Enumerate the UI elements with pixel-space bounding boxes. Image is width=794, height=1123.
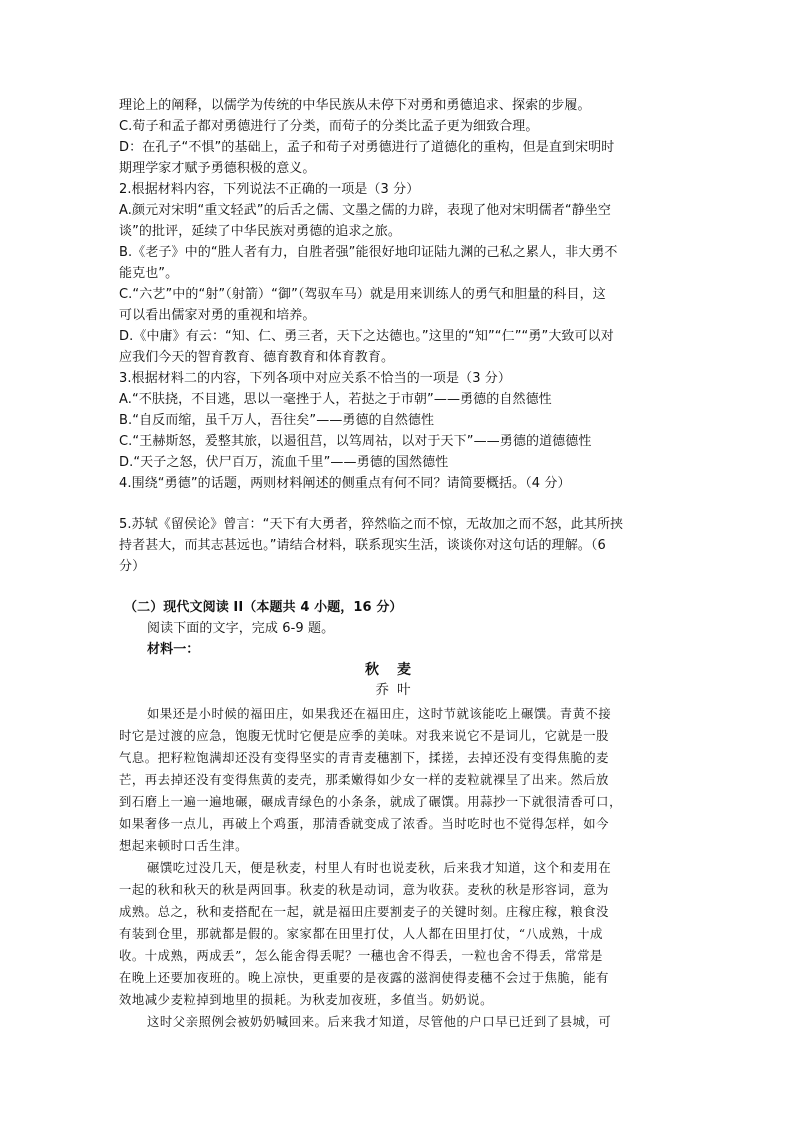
question-4: 4.围绕“勇德”的话题，两则材料阐述的侧重点有何不同？请简要概括。（4 分） bbox=[119, 476, 571, 491]
text-line: 分） bbox=[119, 559, 146, 574]
option-a-line: A.颜元对宋明“重文轻武”的后舌之儒、文墨之儒的力辟，表现了他对宋明儒者“静坐空 bbox=[119, 203, 612, 218]
text-line: 可以看出儒家对勇的重视和培养。 bbox=[119, 308, 316, 323]
option-c-line: C.“王赫斯怒，爰整其旅，以遏徂莒，以笃周祜，以对于天下”——勇德的道德德性 bbox=[119, 434, 592, 449]
text-line: 理论上的阐释，以儒学为传统的中华民族从未停下对勇和勇德追求、探索的步履。 bbox=[119, 98, 591, 113]
option-c-line: C.“六艺”中的“射”（射箭）“御”（驾驭车马）就是用来训练人的勇气和胆量的科目，这 bbox=[119, 287, 606, 302]
paragraph-line: 芒，再去掉还没有变得焦黄的麦壳，那柔嫩得如少女一样的麦粒就裸呈了出来。然后放 bbox=[119, 773, 610, 787]
text-line: 应我们今天的智育教育、德育教育和体育教育。 bbox=[119, 350, 395, 365]
paragraph-line: 如果还是小时候的福田庄，如果我还在福田庄，这时节就该能吃上碾馔。青黄不接 bbox=[147, 707, 612, 721]
article-title: 秋麦 bbox=[365, 662, 429, 678]
text-line: 持者甚大，而其志甚远也。”请结合材料，联系现实生活，谈谈你对这句话的理解。（6 bbox=[119, 538, 606, 553]
paragraph-line: 成熟。总之，秋和麦搭配在一起，就是福田庄要割麦子的关键时刻。庄稼庄稼，粮食没 bbox=[119, 905, 610, 919]
paragraph-line: 时它是过渡的应急，饱腹无忧时它便是应季的美味。对我来说它不是词儿，它就是一股 bbox=[119, 729, 610, 743]
paragraph-line: 收。十成熟，两成丢”，怎么能舍得丢呢？一穗也舍不得丢，一粒也舍不得丢，常常是 bbox=[119, 949, 604, 963]
option-d-line: D.《中庸》有云：“知、仁、勇三者，天下之达德也。”这里的“知”“仁”“勇”大致可以对 bbox=[119, 329, 614, 344]
option-d-line: D.“天子之怒，伏尸百万，流血千里”——勇德的国然德性 bbox=[119, 455, 449, 470]
paragraph-line: 气息。把籽粒饱满却还没有变得坚实的青青麦穗割下，揉搓，去掉还没有变得焦脆的麦 bbox=[119, 751, 610, 765]
paragraph-line: 想起来顿时口舌生津。 bbox=[119, 839, 248, 853]
section-heading: （二）现代文阅读 II（本题共 4 小题，16 分） bbox=[124, 600, 403, 615]
paragraph-line: 一起的秋和秋天的秋是两回事。秋麦的秋是动词，意为收获。麦秋的秋是形容词，意为 bbox=[119, 883, 610, 897]
paragraph-line: 这时父亲照例会被奶奶喊回来。后来我才知道，尽管他的户口早已迁到了县城，可 bbox=[147, 1015, 612, 1029]
option-d-line: D：在孔子“不惧”的基础上，孟子和荀子对勇德进行了道德化的重构，但是直到宋明时 bbox=[119, 140, 615, 155]
question-3: 3.根据材料二的内容，下列各项中对应关系不恰当的一项是（3 分） bbox=[119, 371, 512, 386]
paragraph-line: 效地减少麦粒掉到地里的损耗。为秋麦加夜班，多值当。奶奶说。 bbox=[119, 993, 494, 1007]
material-label: 材料一： bbox=[147, 642, 200, 657]
paragraph-line: 如果奢侈一点儿，再破上个鸡蛋，那清香就变成了浓香。当时吃时也不觉得怎样，如今 bbox=[119, 817, 610, 831]
option-b-line: B.《老子》中的“胜人者有力，自胜者强”能很好地印证陆九渊的己私之累人，非大勇不 bbox=[119, 245, 618, 260]
paragraph-line: 在晚上还要加夜班的。晚上凉快，更重要的是夜露的滋润使得麦穗不会过于焦脆，能有 bbox=[119, 971, 610, 985]
instruction-text: 阅读下面的文字，完成 6-9 题。 bbox=[147, 621, 335, 636]
article-author: 乔叶 bbox=[375, 682, 419, 698]
paragraph-line: 到石磨上一遍一遍地碾，碾成青绿色的小条条，就成了碾馔。用蒜抄一下就很清香可口， bbox=[119, 795, 622, 809]
paragraph-line: 碾馔吃过没几天，便是秋麦，村里人有时也说麦秋，后来我才知道，这个和麦用在 bbox=[147, 861, 612, 875]
option-b-line: B.“自反而缩，虽千万人，吾往矣”——勇德的自然德性 bbox=[119, 413, 435, 428]
text-line: 能克也”。 bbox=[119, 266, 179, 281]
text-line: 谈”的批评，延续了中华民族对勇德的追求之旅。 bbox=[119, 224, 401, 239]
option-a-line: A.“不肤挠，不目逃，思以一毫挫于人，若挞之于市朝”——勇德的自然德性 bbox=[119, 392, 552, 407]
text-line: 期理学家才赋予勇德积极的意义。 bbox=[119, 161, 316, 176]
question-2: 2.根据材料内容，下列说法不正确的一项是（3 分） bbox=[119, 182, 420, 197]
paragraph-line: 有装到仓里，那就都是假的。家家都在田里打仗，人人都在田里打仗，“八成熟，十成 bbox=[119, 927, 604, 941]
option-c-line: C.荀子和孟子都对勇德进行了分类，而荀子的分类比孟子更为细致合理。 bbox=[119, 119, 539, 134]
question-5: 5.苏轼《留侯论》曾言：“天下有大勇者，猝然临之而不惊，无故加之而不怒，此其所挟 bbox=[119, 517, 624, 532]
